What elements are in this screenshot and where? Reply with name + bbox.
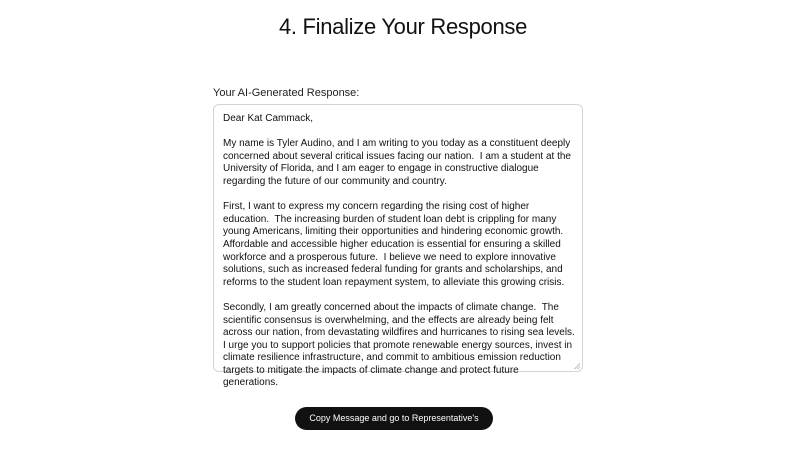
resize-handle-icon[interactable] <box>574 363 580 369</box>
response-text: Dear Kat Cammack, My name is Tyler Audino, and I am writing to you today as a constituent deeply concerned about several critical issues facing our nation. I am a student at the University of Florida, and I am eager to engage in constructive dialogue regarding the future of our community and country. First, I want to express my concern regarding the rising cost of higher education. The increasing burden of student loan debt is crippling for many young Americans, limiting their opportunities and hindering economic growth. Affordable and accessible higher education is essential for ensuring a skilled workforce and a prosperous future. I believe we need to explore innovative solutions, such as increased federal funding for grants and scholarships, and reforms to the student loan repayment system, to alleviate this growing crisis. Secondly, I am greatly concerned about the impacts of climate change. The scientific consensus is overwhelming, and the effects are already being felt across our nation, from devastating wildfires and hurricanes to rising sea levels. I urge you to support policies that promote renewable energy sources, invest in climate resilience infrastructure, and commit to ambitious emission reduction targets to mitigate the impacts of climate change and protect future generations. <box>223 113 575 389</box>
copy-and-go-button[interactable]: Copy Message and go to Representative's Website <box>295 407 493 430</box>
response-textarea[interactable] <box>213 104 583 389</box>
page-title: 4. Finalize Your Response <box>278 14 528 39</box>
response-label: Your AI-Generated Response: <box>213 87 360 99</box>
